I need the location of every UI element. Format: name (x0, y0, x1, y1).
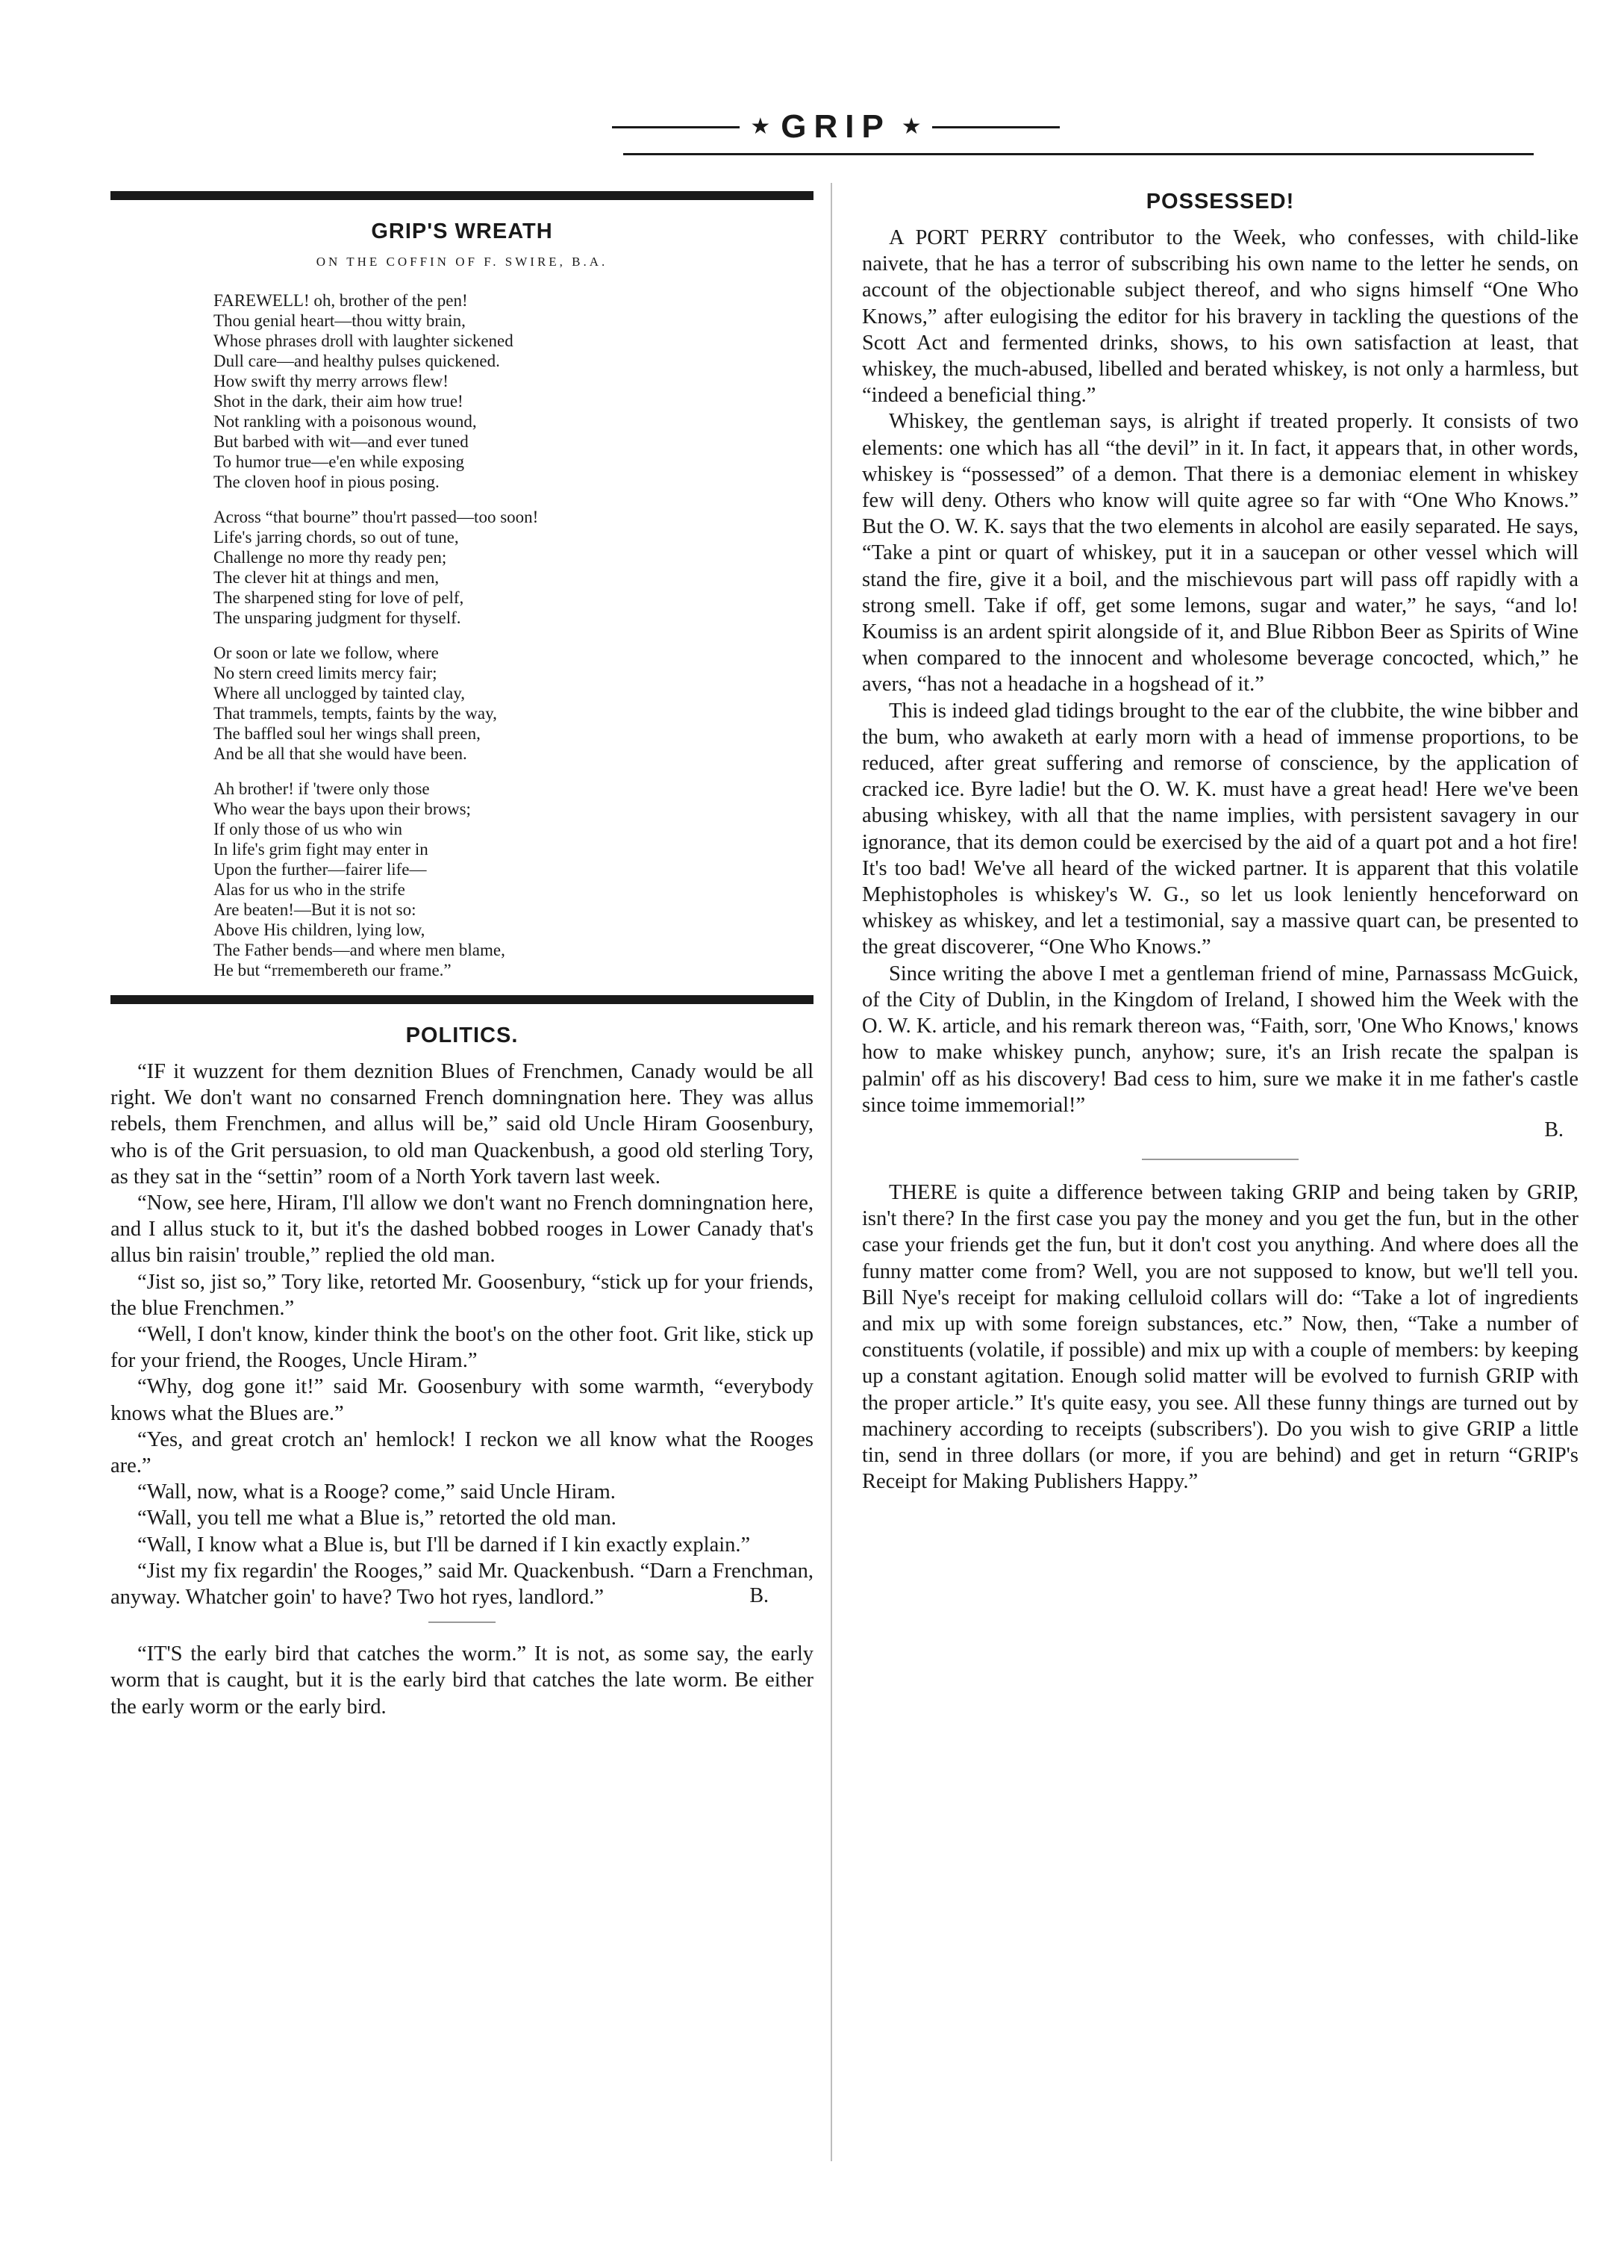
separator-rule (428, 1621, 496, 1623)
article-paragraph: “Wall, I know what a Blue is, but I'll be darned if I kin exactly explain.” (137, 1533, 751, 1557)
column-divider (831, 183, 832, 2161)
article-signature: B. (1544, 1118, 1564, 1141)
poem-line: The baffled soul her wings shall preen, (213, 724, 481, 743)
star-ornament-left: ★ (750, 114, 771, 139)
poem-line: Thou genial heart—thou witty brain, (213, 311, 466, 330)
poem-line: If only those of us who win (213, 820, 402, 838)
left-column (110, 173, 813, 2268)
poem-line: But barbed with wit—and ever tuned (213, 432, 469, 451)
poem-stanza (213, 290, 813, 492)
article-paragraph: “Wall, now, what is a Rooge? come,” said Uncle Hiram. (137, 1480, 616, 1504)
masthead-right-rule (932, 126, 1060, 128)
poem-line: Life's jarring chords, so out of tune, (213, 528, 459, 546)
poem-line: He but “rremembereth our frame.” (213, 961, 452, 979)
possessed-heading: POSSESSED! (1146, 190, 1295, 214)
article-paragraph: “Now, see here, Hiram, I'll allow we don't want no French domningnation here, and I allus stuck to it, but it's the dashed bobbed rooges in Lower Canady that's allus bin raisin' trouble,” replied the old man. (110, 1191, 813, 1268)
article-paragraph: This is indeed glad tidings brought to the ear of the clubbite, the wine bibber and the bum, who awaketh at early morn with a head of immense proportions, to be reduced, after great suffering and remorse of conscience, by the application of cracked ice. Byre ladie! but the O. W. K. must have a great head! Here we've been abusing whiskey, with all that the name implies, with persistent savagery in our ignorance, that its demon could be exercised by the aid of a quart pot and a hot fire! It's too bad! We've all heard of the wicked partner. It is apparent that this volatile Mephistopholes is whiskey's W. G., so let us look leniently henceforward on whiskey as whiskey, and let a testimonial, say a massive quart can, be presented to the great discoverer, “One Who Knows.” (862, 699, 1578, 959)
poem-line: How swift thy merry arrows flew! (213, 372, 449, 390)
poem-line: In life's grim fight may enter in (213, 840, 428, 859)
poem-line: Upon the further—fairer life— (213, 860, 427, 879)
article-paragraph: “IF it wuzzent for them deznition Blues of Frenchmen, Canady would be all right. We don't want no consarned French domningnation here. They was allus rebels, them Frenchmen, and allus will be,” said old Uncle Hiram Goosenbury, who is of the Grit persuasion, to old man Quackenbush, a good old sterling Tory, as they sat in the “settin” room of a North York tavern last week. (110, 1060, 813, 1188)
poem-line: Alas for us who in the strife (213, 880, 405, 899)
article-paragraph: “Jist my fix regardin' the Rooges,” said Mr. Quackenbush. “Darn a Frenchman, anyway. Whatcher goin' to have? Two hot ryes, landlord.” (110, 1559, 813, 1610)
article-paragraph: “Wall, you tell me what a Blue is,” retorted the old man. (137, 1507, 616, 1530)
poem-line: To humor true—e'en while exposing (213, 452, 464, 471)
wreath-subheading: ON THE COFFIN OF F. SWIRE, B.A. (316, 255, 608, 269)
poem-line: Above His children, lying low, (213, 920, 425, 939)
section-band (110, 191, 813, 200)
masthead (612, 108, 1060, 145)
poem-stanza (213, 779, 813, 980)
poem (110, 290, 813, 980)
article-paragraph: A PORT PERRY contributor to the Week, who confesses, with child-like naivete, that he has a terror of subscribing his own name to the letter he sends, on account of the objectionable subject thereof, and who signs himself “One Who Knows,” after eulogising the editor for his bravery in tackling the questions of the Scott Act and fermented drinks, shows, to his own satisfaction at least, that whiskey, the much-abused, libelled and berated whiskey, is not only a harmless, but “indeed a beneficial thing.” (862, 226, 1578, 408)
poem-stanza (213, 507, 813, 628)
wreath-heading: GRIP'S WREATH (371, 219, 553, 243)
article-paragraph: “Well, I don't know, kinder think the boot's on the other foot. Grit like, stick up for your friend, the Rooges, Uncle Hiram.” (110, 1323, 813, 1373)
separator-rule (1142, 1159, 1299, 1160)
poem-line: Who wear the bays upon their brows; (213, 800, 471, 818)
poem-line: FAREWELL! oh, brother of the pen! (213, 291, 468, 310)
poem-line: Ah brother! if 'twere only those (213, 779, 430, 798)
article-paragraph: “Why, dog gone it!” said Mr. Goosenbury with some warmth, “everybody knows what the Blues are.” (110, 1375, 813, 1425)
politics-heading: POLITICS. (405, 1024, 519, 1047)
poem-line: The clever hit at things and men, (213, 568, 440, 587)
poem-line: Across “that bourne” thou'rt passed—too soon! (213, 508, 539, 526)
section-band (110, 995, 813, 1004)
poem-line: Shot in the dark, their aim how true! (213, 392, 463, 411)
right-column (862, 173, 1578, 2268)
star-ornament-right: ★ (901, 114, 922, 139)
article-paragraph: “Yes, and great crotch an' hemlock! I reckon we all know what the Rooges are.” (110, 1427, 813, 1478)
poem-stanza (213, 643, 813, 764)
poem-line: Not rankling with a poisonous wound, (213, 412, 477, 431)
poem-line: Are beaten!—But it is not so: (213, 900, 416, 919)
poem-line: The sharpened sting for love of pelf, (213, 588, 464, 607)
poem-line: The Father bends—and where men blame, (213, 941, 505, 959)
poem-line: No stern creed limits mercy fair; (213, 664, 437, 682)
article-paragraph: “Jist so, jist so,” Tory like, retorted Mr. Goosenbury, “stick up for your friends, the blue Frenchmen.” (110, 1270, 813, 1320)
article-paragraph: Since writing the above I met a gentleman friend of mine, Parnassass McGuick, of the City of Dublin, in the Kingdom of Ireland, I showed him the Week with the O. W. K. article, and his remark thereon was, “Faith, sorr, 'One Who Knows,' knows how to make whiskey punch, anyhow; sure, it's an Irish recate the spalpan is palmin' off as his discovery! Bad cess to him, sure we make it in me father's castle since toime immemorial!” (862, 962, 1578, 1117)
poem-line: The cloven hoof in pious posing. (213, 473, 440, 491)
poem-line: The unsparing judgment for thyself. (213, 608, 461, 627)
poem-line: Challenge no more thy ready pen; (213, 548, 447, 567)
poem-line: Whose phrases droll with laughter sickened (213, 331, 513, 350)
poem-line: Where all unclogged by tainted clay, (213, 684, 465, 702)
poem-line: And be all that she would have been. (213, 744, 467, 763)
article-signature: B. (749, 1584, 769, 1608)
masthead-left-rule (612, 126, 740, 128)
poem-line: That trammels, tempts, faints by the way, (213, 704, 497, 723)
poem-line: Or soon or late we follow, where (213, 644, 439, 662)
article-paragraph: “IT'S the early bird that catches the worm.” It is not, as some say, the early worm that is caught, but it is the early bird that catches the late worm. Be either the early worm or the early bird. (110, 1642, 813, 1719)
poem-line: Dull care—and healthy pulses quickened. (213, 352, 500, 370)
article-paragraph: Whiskey, the gentleman says, is alright if treated properly. It consists of two elements: one which has all “the devil” in it. In fact, it appears that, in other words, whiskey is “possessed” of a demon. That there is a demoniac element in whiskey few will deny. Others who know will quite agree so far with “One Who Knows.” But the O. W. K. says that the two elements in alcohol are easily separated. He says, “Take a pint or quart of whiskey, put it in a saucepan or other vessel which will stand the fire, give it a boil, and the mischievous part will pass off rapidly with a strong smell. Take if off, get some lemons, sugar and water,” he says, “and lo! Koumiss is an ardent spirit alongside of it, and Blue Ribbon Beer as Spirits of Wine when compared to the innocent and wholesome beverage concocted, which,” he avers, “has not a headache in a hogshead of it.” (862, 410, 1578, 697)
header-rule (623, 153, 1534, 155)
article-paragraph: THERE is quite a difference between taking GRIP and being taken by GRIP, isn't there? In the first case you pay the money and you get the fun, but in the other case your friends get the fun, but it don't cost you anything. And where does all the funny matter come from? Well, you are not supposed to know, but we'll tell you. Bill Nye's receipt for making celluloid collars will do: “Take a lot of ingredients and mix up with some foreign substances, etc.” Now, then, “Take a number of constituents (volatile, if possible) and mix up with a couple of members: by keeping up a constant agitation. Enough solid matter will be evolved to furnish GRIP with the proper article.” It's quite easy, you see. All these funny things are turned out by machinery according to receipts (subscribers'). Do you wish to give GRIP a little tin, send in three dollars (or more, if you are behind) and get in return “GRIP's Receipt for Making Publishers Happy.” (862, 1180, 1578, 1494)
masthead-title: GRIP (781, 108, 891, 145)
